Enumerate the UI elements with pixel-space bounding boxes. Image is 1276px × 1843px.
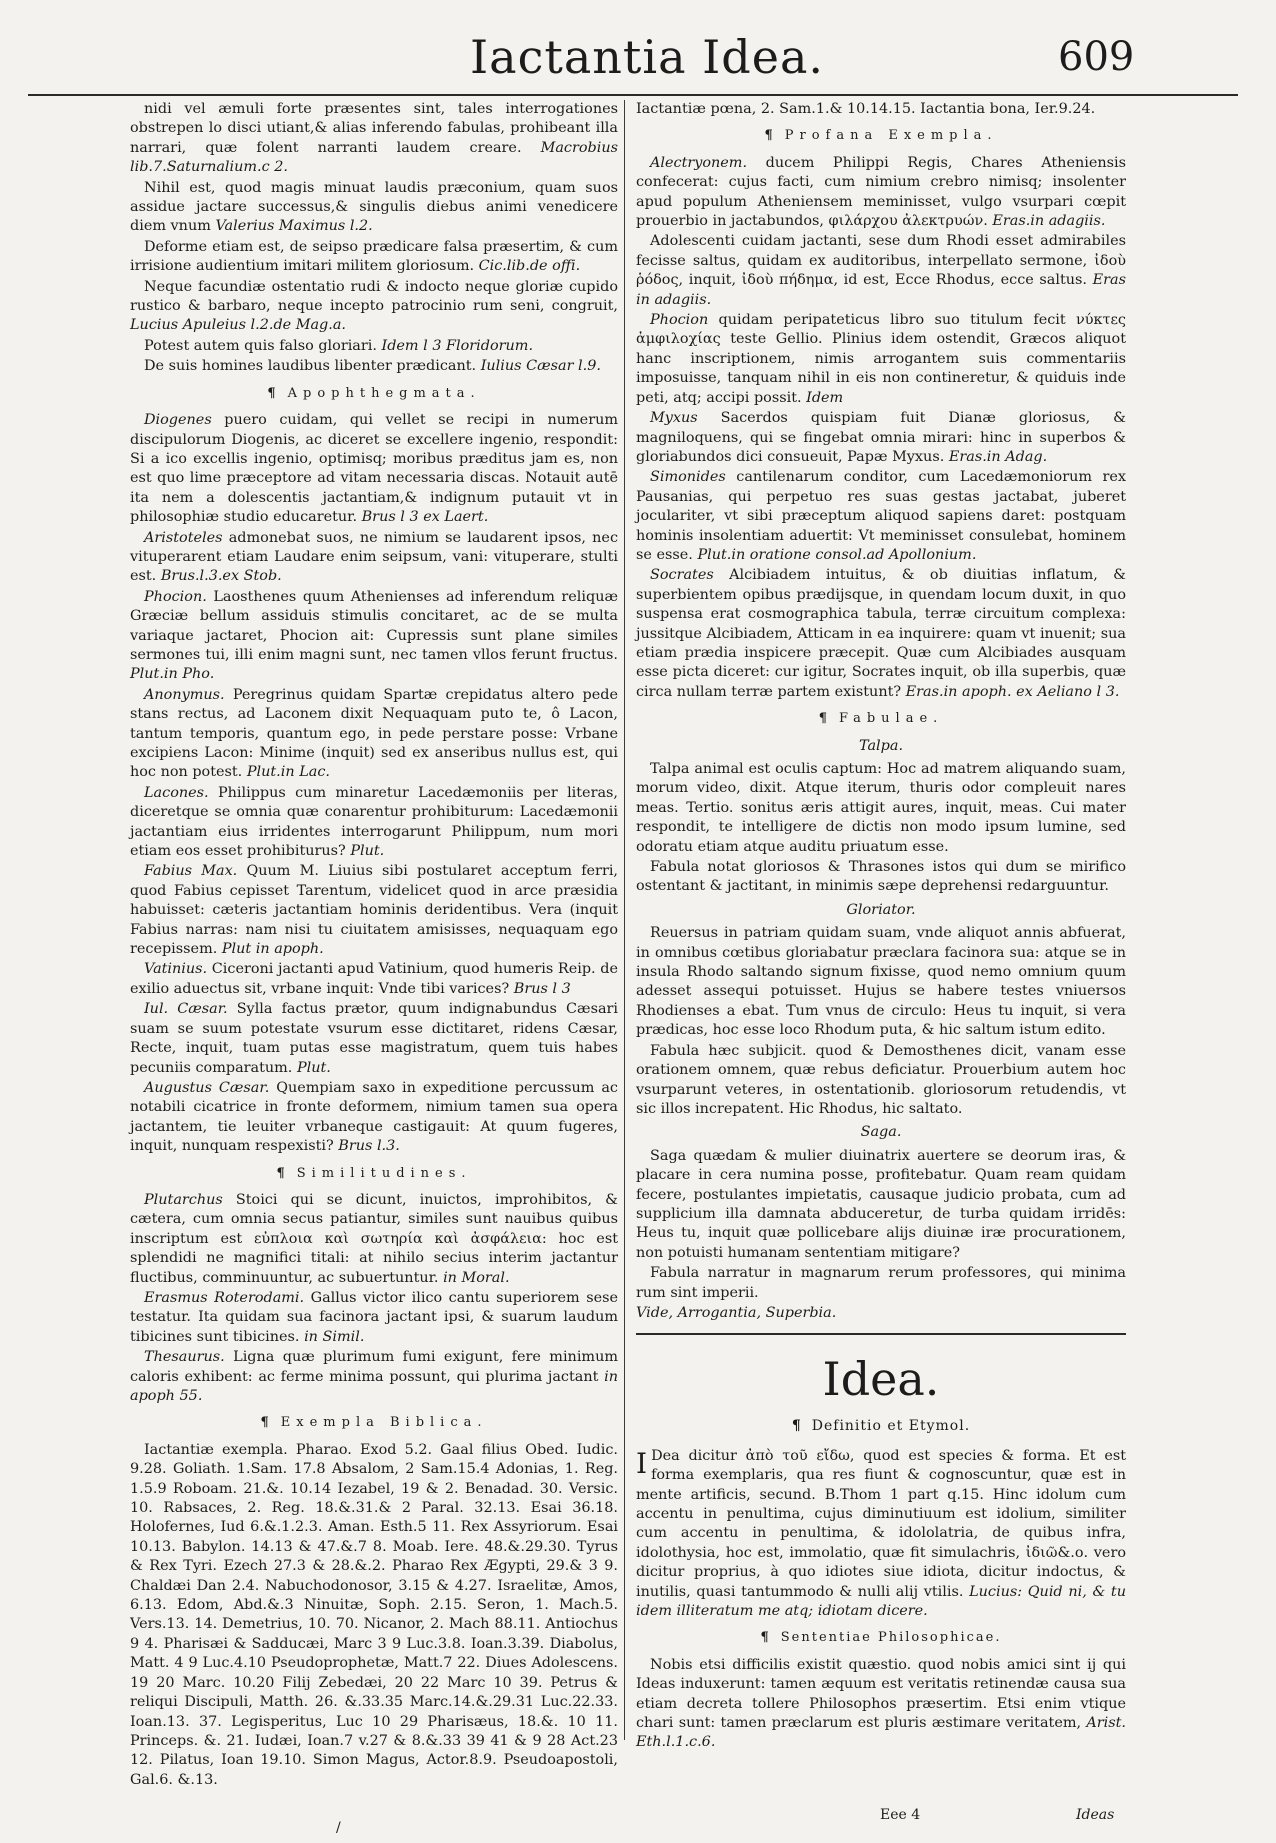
entry-source: Brus l 3 (513, 980, 571, 997)
entry-source: Brus l.3. (338, 1138, 400, 1155)
entry-paragraph (130, 238, 618, 277)
entry-paragraph (636, 566, 1126, 702)
entry-lead: Thesaurus. (144, 1349, 225, 1366)
sententiae-heading: ¶ Sententiae Philosophicae. (760, 1630, 1002, 1646)
entry-text: Peregrinus quidam Spartæ crepidatus altero pede stans rectus, ad Laconem dixit Nequaquam puto te, ô Lacon, tantum temporis, quantum ego, in pede perstare posse: Vrbane excipiens Lacon: Minime (inquit) sed ex anseribus nullus est, qui hoc non potest. (130, 686, 618, 781)
entry-text: nidi vel æmuli forte præsentes sint, tales interrogationes obstrepen lo disci utiant,& alias inferendo fabulas, prohibeant illa narrari, quæ folent narranti laudem creare. (130, 101, 618, 156)
entry-lead: Plutarchus (144, 1191, 223, 1208)
definitio-text: Dea dicitur ἀπὸ τοῦ εἴδω, quod est species & forma. Et est forma exemplaris, qua res fiunt & cognoscuntur, quæ est in mente artificis, secund. B.Thom 1 part q.15. Hinc idolum cum accentu in penultima, cujus diminutiuum est idolium, similiter cum accentu in penultima, & idololatria, de quibus infra, idolothysia, hoc est, immolatio, quæ fit simulachris, ἰδιῶ&.ο. vero dicitur proprius, à quo idiotes siue idiota, dicitur indoctus, & inutilis, quasi tantummodo & nulli alij vtilis. (636, 1447, 1126, 1600)
right-column (636, 100, 1126, 1754)
entry-paragraph (130, 179, 618, 237)
entry-text: Laosthenes quum Athenienses ad inferendum reliquæ Græciæ bellum assiduis stimulis concitaret, ac de se multa variaque jactaret, Phocion ait: Cupressis sunt plane similes sermones tui, illi enim magni sunt, nec tamen vllos ferunt fructus. (130, 588, 618, 663)
header-rule (28, 94, 1238, 96)
running-title: Iactantia Idea. (470, 30, 825, 84)
entry-source: Valerius Maximus l.2. (215, 218, 373, 235)
entry-paragraph (130, 1000, 618, 1078)
entry-source: Eras.in Adag. (948, 448, 1048, 465)
fable-paragraph: Fabula hæc subjicit. quod & Demosthenes dicit, vanam esse orationem omnem, quæ rebus deficiatur. Prouerbium autem hoc vsurparunt veteres, in ostentationib. gloriosorum retudendis, vt sic illos increpatent. Hic Rhodus, hic saltato. (636, 1042, 1126, 1117)
entry-source: Eras.in adagiis. (992, 213, 1106, 230)
entry-source: Brus.l.3.ex Stob. (160, 568, 282, 585)
entry-text: Philippus cum minaretur Lacedæmoniis per literas, diceretque se omnia quæ conarentur prohibiturum: Lacedæmonii jactantiam eius irridentes interrogarunt Philippum, num mori etiam eos esset prohibiturus? (130, 784, 618, 860)
entry-text: Ligna quæ plurimum fumi exigunt, fere minimum caloris exhibent: ac ferme minima possunt, qui plurima jactant (130, 1349, 618, 1385)
fabula-gloriator-title: Gloriator. (846, 901, 916, 918)
entry-source: Plut.in Lac. (246, 764, 330, 781)
entry-source: Eras in adagiis. (636, 272, 1126, 308)
entry-text: ducem Philippi Regis, Chares Atheniensis confecerat: cujus facti, cum nimium crebro nimisq; insolenter apud populum Atheniensem meminisset, vulgo vsurpari cœpit prouerbio in jactabundos, φιλάρχου ἀλεκτρυών. (636, 154, 1126, 230)
entry-source: Plut.in Pho. (130, 666, 215, 683)
entry-lead: Simonides (650, 469, 726, 486)
page-number: 609 (1058, 34, 1135, 80)
entry-source: Iulius Cæsar l.9. (480, 358, 601, 375)
entry-text: puero cuidam, qui vellet se recipi in numerum discipulorum Diogenis, ac diceret se excellere ingenio, respondit: Si a ico excellis ingenio, optimisq; moribus præditus jam es, non est quo lime præceptore ad vitam necessaria discas. Notauit autē ita nem a dolescentis jactantiam,& indignum putauit vt in philosophiæ studio educaretur. (130, 412, 618, 526)
entry-text: Quempiam saxo in expeditione percussum ac notabili cicatrice in fronte deformem, nimium tamen sua opera jactantem, tie leuiter vrbaneque castigauit: At quum fugeres, inquit, nunquam respexisti? (130, 1079, 618, 1155)
vide-reference: Vide, Arrogantia, Superbia. (636, 1304, 837, 1321)
entry-text: cantilenarum conditor, cum Lacedæmoniorum rex Pausanias, qui perpetuo res suas gestas jactabat, juberet joculariter, vt sibi præceptum aliquod sapiens daret: postquam hominis insolentiam aduertit: Vt meminisset consulebat, hominem se esse. (636, 469, 1126, 563)
entry-paragraph (130, 278, 618, 336)
entry-lead: Iul. Cæsar. (144, 1001, 228, 1018)
entry-paragraph (130, 784, 618, 862)
entry-lead: Myxus (650, 410, 698, 427)
entry-paragraph (130, 337, 618, 356)
entry-source: Plut. (296, 1059, 331, 1076)
entry-paragraph (636, 232, 1126, 310)
entry-paragraph (130, 411, 618, 527)
entry-text: Sylla factus prætor, quum indignabundus Cæsari suam se suum potestate vsurum esse dictitaret, ridens Cæsar, Recte, inquit, tuam putas esse magistratum, quem tuis habes pecuniis comparatum. (130, 1001, 619, 1076)
entry-lead: Aristoteles (144, 529, 223, 546)
entry-text: De suis homines laudibus libenter prædicant. (144, 358, 481, 375)
entry-lead: Lacones. (144, 784, 209, 801)
entry-lead: Vatinius. (144, 961, 208, 978)
entry-source: in apoph 55. (130, 1368, 618, 1404)
profana-heading: ¶ Profana Exempla. (764, 128, 998, 144)
apophthegmata-heading: ¶ Apophthegmata. (267, 385, 481, 401)
entry-paragraph (130, 588, 618, 685)
entry-paragraph (636, 409, 1126, 467)
entry-text: admonebat suos, ne nimium se laudarent ipsos, nec vituperarent etiam Laudare enim seipsum, vani: vituperare, stulti est. (130, 529, 618, 585)
similitudines-list (130, 1191, 618, 1406)
entry-paragraph (130, 100, 618, 178)
fabula-saga (636, 1147, 1126, 1303)
similitudines-heading: ¶ Similitudines. (276, 1165, 472, 1181)
entry-source: Idem l 3 Floridorum. (381, 337, 534, 354)
entry-paragraph (130, 1348, 618, 1406)
entry-source: Brus l 3 ex Laert. (361, 509, 489, 526)
entry-text: Gallus victor ilico cantu superiorem sese testatur. Ita quidam sua facinora jactant ipsi, & suarum laudum tibicines sunt tibicines. (130, 1289, 618, 1345)
definitio-source: Lucius: Quid ni, & tu idem illiteratum me atq; idiotam dicere. (636, 1583, 1126, 1620)
entry-source: Plut in apoph. (221, 941, 324, 958)
fable-paragraph: Fabula notat gloriosos & Thrasones istos qui dum se mirifico ostentant & jactitant, in minimis sæpe deprehensi redarguuntur. (636, 859, 1126, 895)
entry-paragraph (130, 1079, 618, 1157)
entry-source: Plut.in oratione consol.ad Apollonium. (697, 546, 977, 563)
fabula-saga-title: Saga. (860, 1124, 902, 1141)
sententiae-paragraph (636, 1656, 1126, 1753)
entry-text: Adolescenti cuidam jactanti, sese dum Rhodi esset admirabiles fecisse saltus, quidam ex auditoribus, interpellato sermone, ἰδοὺ ῥόδος, inquit, ἰδοὺ πήδημα, id est, Ecce Rhodus, ecce saltus. (636, 233, 1126, 289)
entry-paragraph (636, 154, 1126, 232)
drop-cap: I (636, 1446, 648, 1480)
entry-paragraph (130, 1191, 618, 1288)
left-top-paragraphs (130, 100, 618, 377)
catchword: Ideas (1076, 1807, 1115, 1823)
fable-paragraph: Fabula narratur in magnarum rerum professores, qui minima rum sint imperii. (636, 1265, 1126, 1301)
entry-lead: Phocion (650, 312, 709, 329)
entry-paragraph (130, 960, 618, 999)
entry-lead: Anonymus. (144, 686, 225, 703)
entry-text: Deforme etiam est, de seipso prædicare falsa præsertim, & cum irrisione audientium imitari militem gloriosum. (130, 238, 618, 275)
biblica-heading: ¶ Exempla Biblica. (260, 1415, 488, 1431)
entry-source: Idem (806, 389, 844, 406)
sententiae-text: Nobis etsi difficilis existit quæstio. quod nobis amici sint ij qui Ideas induxerunt: tamen æquum est veritatis retinendæ causa sua etiam decreta tollere Philosophos præsertim. Etsi enim vtique chari sunt: tamen præclarum est pluris æstimare veritatem, (636, 1656, 1126, 1732)
entry-source: Eras.in apoph. ex Aeliano l 3. (905, 683, 1120, 700)
entry-lead: Augustus Cæsar. (144, 1079, 270, 1096)
entry-paragraph (636, 311, 1126, 408)
entry-paragraph (130, 1289, 618, 1347)
entry-text: quidam peripateticus libro suo titulum fecit νύκτες ἀμφιλοχίας teste Gellio. Plinius idem ostendit, Græcos aliquot hanc inscriptionem, nimis arrogantem suis commentariis imposuisse, tanquam nihil in eis non contineretur, & quiduis inde peti, atq; accipi possit. (636, 312, 1126, 406)
entry-lead: Socrates (650, 567, 714, 584)
running-head (0, 30, 1276, 94)
entry-source: in Moral. (443, 1269, 510, 1286)
apophthegmata-list (130, 411, 618, 1156)
fable-paragraph: Reuersus in patriam quidam suam, vnde aliquot annis abfuerat, in omnibus cœtibus gloriabatur præclara facinora sua: atque se in insula Rhodo saltando signum fixisse, quod nemo omnium quum adesset assequi potuisset. Hujus se habere testes vniuersos Rhodienses a ebat. Tum vnus de circulo: Heus tu inquit, si vera prædicas, hoc esse loco Rhodum puta, & hic saltum istum edito. (636, 925, 1126, 1039)
entry-paragraph (130, 862, 618, 959)
entry-paragraph (130, 529, 618, 587)
entry-text: Stoici qui se dicunt, inuictos, improhibitos, & cætera, cum omnia secus patiantur, similes sunt nauibus quibus inscriptum est εὐπλοια καὶ σωτηρία καὶ ἀσφάλεια: hoc est splendidi ne magnifici titali: at nihilo secius interim jactantur fluctibus, comminuuntur, ac subuertuntur. (130, 1191, 618, 1286)
entry-text: Sacerdos quispiam fuit Dianæ gloriosus, & magniloquens, qui se fingebat omnia mirari: hinc in superbos & gloriabundos dici consueuit, Papæ Myxus. (636, 410, 1126, 465)
entry-source: Plut. (350, 843, 385, 860)
entry-paragraph (130, 686, 618, 783)
fable-paragraph: Talpa animal est oculis captum: Hoc ad matrem aliquando suam, morum video, dixit. Atque iterum, thuris odor compleuit nares meas. Tertio. sonitus æris attigit aures, inquit, meas. Cui mater respondit, te intelligere de dictis non modo ipsum lumine, sed odoratu etiam atque auditu priuatum esse. (636, 761, 1126, 855)
entry-lead: Phocion. (144, 588, 207, 605)
entry-lead: Erasmus Roterodami. (144, 1289, 305, 1306)
definitio-heading: ¶ Definitio et Etymol. (791, 1418, 971, 1435)
entry-paragraph (130, 357, 618, 376)
entry-text: Alcibiadem intuitus, & ob diuitias inflatum, & superbientem opibus prædijsque, in quendam locum duxit, in quo suspensa erat cosmographica tabula, terræ circuitum complexa: jussitque Alcibiadem, Atticam in ea inquirere: quam vt inuenit; sua etiam prædia inspicere præcepit. Quæ cum Alcibiades ausquam esse picta diceret: cur igitur, Socrates inquit, ob illa superbis, quæ circa nullam terræ partem existunt? (636, 567, 1126, 700)
entry-source: in Simil. (304, 1328, 365, 1345)
profana-list (636, 154, 1126, 702)
entry-text: Potest autem quis falso gloriari. (144, 337, 382, 354)
entry-text: Quum M. Liuius sibi postularet acceptum ferri, quod Fabius cepisset Tarentum, videlicet quod in arce præsidia habuisset: cæteris jactantiam hominis deridentibus. Vera (inquit Fabius narras: nam nisi tu ciuitatem amisisses, nequaquam ego recepissem. (130, 863, 618, 958)
left-column (130, 100, 618, 1791)
entry-source: Lucius Apuleius l.2.de Mag.a. (130, 317, 347, 334)
sententiae-source: Arist. Eth.l.1.c.6. (636, 1715, 1126, 1751)
entry-source: Macrobius lib.7.Saturnalium.c 2. (130, 139, 618, 176)
fabula-talpa-title: Talpa. (858, 737, 904, 754)
section-rule (636, 1333, 1126, 1335)
entry-lead: Fabius Max. (144, 863, 238, 880)
fable-paragraph: Saga quædam & mulier diuinatrix auertere se deorum iras, & placare in cera numina posse, profitebatur. Quam ream quidam fecere, postulantes impietatis, causaque judicio probata, cum ad supplicium illa damnata abduceretur, de turba quidam irridēs: Heus tu, inquit quæ pollicebare alijs diuinæ iræ procurationem, non potuisti humanam sententiam mitigare? (636, 1147, 1126, 1261)
biblica-text: Iactantiæ exempla. Pharao. Exod 5.2. Gaal filius Obed. Iudic. 9.28. Goliath. 1.Sam. 17.8 Absalom, 2 Sam.15.4 Adonias, 1. Reg. 1.5.9 Roboam. 21.&. 10.14 Iezabel, 19 & 2. Benadad. 30. Versic. 10. Rabsaces, 2. Reg. 18.&.31.& 2 Paral. 32.13. Esai 36.18. Holofernes, Iud 6.&.1.2.3. Aman. Esth.5 11. Rex Assyriorum. Esai 10.13. Babylon. 14.13 & 47.&.7 8. Moab. Iere. 48.&.29.30. Tyrus & Rex Tyri. Ezech 27.3 & 28.&.2. Pharao Rex Ægypti, 29.& 3 9. Chaldæi Dan 2.4. Nabuchodonosor, 3.15 & 4.27. Israelitæ, Amos, 6.13. Edom, Abd.&.3 Ninuitæ, Soph. 2.15. Seron, 1. Mach.5. Vers.13. 14. Demetrius, 10. 70. Nicanor, 2. Mach 88.11. Antiochus 9 4. Pharisæi & Sadducæi, Marc 3 9 Luc.3.8. Ioan.3.39. Diabolus, Matt. 4 9 Luc.4.10 Pseudoprophetæ, Matt.7 22. Diues Adolescens. 19 20 Marc. 10.20 Filij Zebedæi, 20 22 Marc 10 39. Petrus & reliqui Discipuli, Matth. 26. &.33.35 Marc.14.&.29.31 Luc.22.33. Ioan.13. 37. Legisperitus, Luc 10 29 Pharisæus, 18.&. 10 11. Princeps. &. 21. Iudæi, Ioan.7 v.27 & 8.&.33 39 41 & 9 28 Act.23 12. Pilatus, Ioan 19.10. Simon Magus, Actor.8.9. Pseudoapostoli, Gal.6. &.13. (130, 1441, 618, 1788)
entry-lead: Alectryonem. (650, 154, 748, 171)
entry-source: Cic.lib.de offi. (478, 258, 581, 275)
fabula-gloriator (636, 924, 1126, 1119)
signature-mark: Eee 4 (880, 1807, 921, 1823)
entry-paragraph (636, 468, 1126, 565)
fabula-talpa (636, 760, 1126, 897)
idea-title: Idea. (822, 1352, 940, 1407)
right-top-line: Iactantiæ pœna, 2. Sam.1.& 10.14.15. Iactantia bona, Ier.9.24. (636, 101, 1096, 117)
column-divider (624, 100, 625, 1740)
footer-mark: / (336, 1820, 341, 1836)
entry-text: Ciceroni jactanti apud Vatinium, quod humeris Reip. de exilio aduectus sit, vrbane inquit: Vnde tibi varices? (130, 961, 618, 997)
fabulae-heading: ¶ Fabulae. (818, 711, 944, 727)
entry-text: Neque facundiæ ostentatio rudi & indocto neque gloriæ cupido rustico & barbaro, neque incepto patrocinio rum seni, congruit, (130, 278, 618, 315)
entry-text: Nihil est, quod magis minuat laudis præconium, quam suos assidue jactare successus,& singulis diebus animi venedicere diem vnum (130, 179, 618, 235)
definitio-paragraph (636, 1447, 1126, 1622)
entry-lead: Diogenes (144, 412, 212, 429)
